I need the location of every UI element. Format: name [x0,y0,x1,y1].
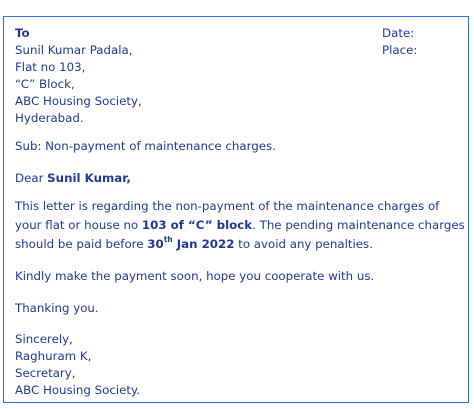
body-line-3 [15,236,373,253]
sender-name: Raghuram K, [15,349,92,363]
sender-title: Secretary, [15,366,76,380]
date-label: Date: [382,26,415,40]
recipient-block: “C” Block, [15,77,75,91]
recipient-city: Hyderabad. [15,111,84,125]
due-date-day: 30 [147,237,164,251]
body-line-2 [15,217,465,234]
body-line-3-text-b: to avoid any penalties. [234,237,373,251]
recipient-flat: Flat no 103, [15,60,86,74]
salutation [15,170,131,187]
place-label: Place: [382,43,418,57]
due-date-month: Jan 2022 [172,237,235,251]
body-line-3-text-a: should be paid before [15,237,148,251]
body-line-1: This letter is regarding the non-payment of the maintenance charges of [15,199,440,213]
recipient-name: Sunil Kumar Padala, [15,43,133,57]
body-line-2-text-b: . The pending maintenance charges [252,218,465,232]
to-label: To [15,26,30,40]
salutation-prefix: Dear [15,171,48,185]
thanks-line: Thanking you. [15,301,99,315]
recipient-society: ABC Housing Society, [15,94,142,108]
salutation-name: Sunil Kumar, [47,171,131,185]
sign-off: Sincerely, [15,332,73,346]
subject-line: Sub: Non-payment of maintenance charges. [15,139,276,153]
flat-reference: 103 of “C” block [141,218,253,232]
body-paragraph-2: Kindly make the payment soon, hope you cooperate with us. [15,269,375,283]
letter-page [3,16,469,403]
body-line-2-text-a: your flat or house no [15,218,142,232]
sender-org: ABC Housing Society. [15,383,141,397]
due-date-suffix: th [163,235,173,245]
